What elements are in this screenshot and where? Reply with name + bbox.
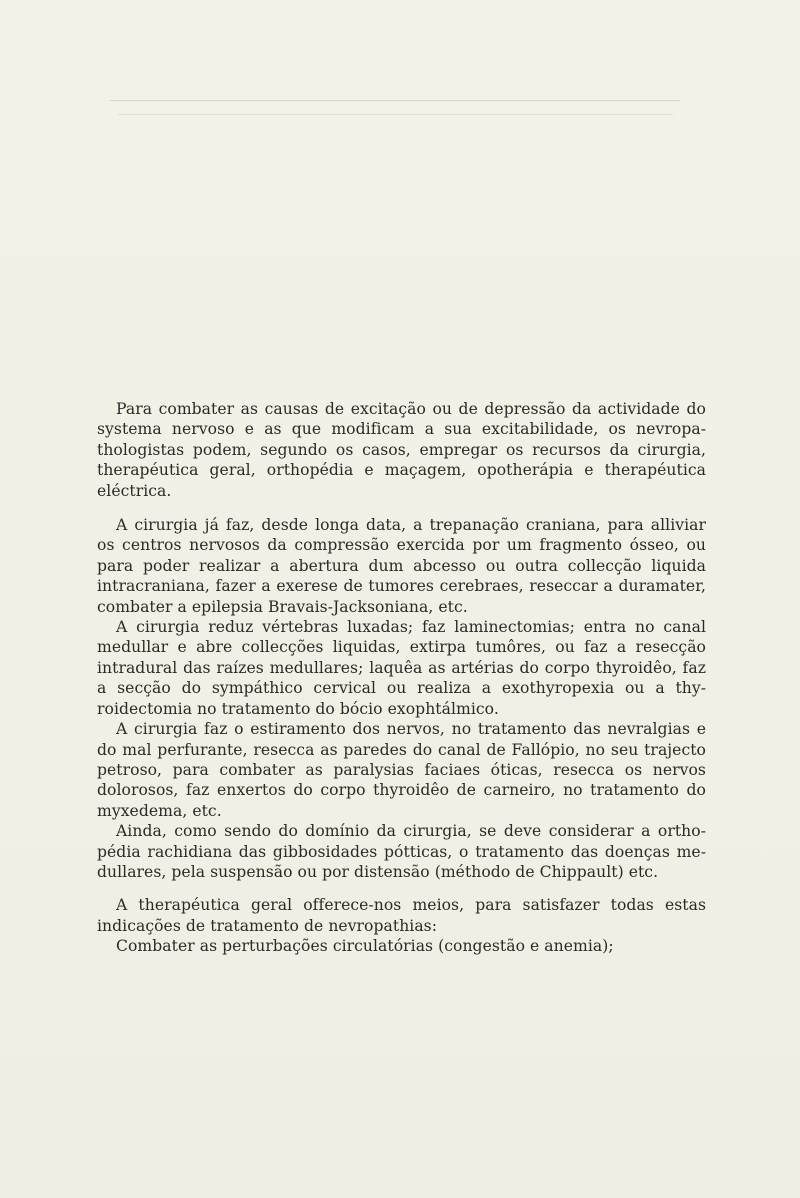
paragraph-2: A cirurgia já faz, desde longa data, a trepanação craniana, para alliviar os centros nervosos da compressão exercida por um fragmento ósseo, ou para poder realizar a abertura dum abcesso ou outra collecção liquida intracraniana, fazer a exerese de tumores cerebraes, reseccar a duramater, combater a epilepsia Bravais-Jacksoniana, etc. (97, 516, 706, 616)
body-text (97, 399, 706, 957)
paragraph-1: Para combater as causas de excitação ou de depressão da actividade do systema nervoso e as que modificam a sua excitabilidade, os nevropathologistas podem, segundo os casos, empregar os recursos da cirurgia, therapéutica geral, orthopédia e maçagem, opotherápia e therapéutica eléctrica. (97, 400, 706, 500)
header-rule-faint (118, 114, 673, 115)
paragraph-7: Combater as perturbações circulatórias (congestão e anemia); (116, 937, 614, 956)
paragraph-4: A cirurgia faz o estiramento dos nervos, no tratamento das nevralgias e do mal perfurante, resecca as paredes do canal de Fallópio, no seu trajecto petroso, para combater as paralysias faciaes óticas, resecca os nervos dolorosos, faz enxertos do corpo thyroidêo de carneiro, no tratamento do myxedema, etc. (97, 720, 706, 820)
paragraph-5: Ainda, como sendo do domínio da cirurgia, se deve considerar a orthopédia rachidiana das gibbosidades pótticas, o tratamento das doenças medullares, pela suspensão ou por distensão (méthodo de Chippault) etc. (97, 822, 706, 881)
paragraph-6: A therapéutica geral offerece-nos meios, para satisfazer todas estas indicações de tratamento de nevropathias: (97, 896, 706, 935)
paragraph-3: A cirurgia reduz vértebras luxadas; faz laminectomias; entra no canal medullar e abre collecções liquidas, extirpa tumôres, ou faz a resecção intradural das raízes medullares; laquêa as artérias do corpo thyroidêo, faz a secção do sympáthico cervical ou realiza a exothyropexia ou a thyroidectomia no tratamento do bócio exophtálmico. (97, 618, 706, 718)
header-rule (110, 100, 680, 101)
